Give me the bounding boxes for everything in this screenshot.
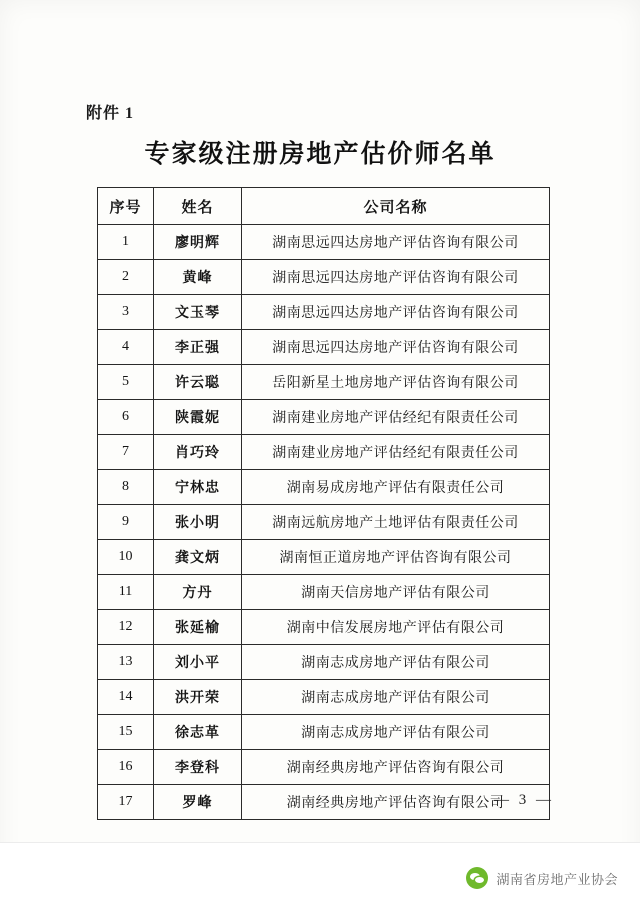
cell-company: 湖南思远四达房地产评估咨询有限公司: [242, 295, 550, 330]
table-row: [98, 610, 550, 645]
cell-no: 17: [98, 785, 154, 820]
roster-table: [97, 187, 550, 820]
cell-name: 刘小平: [154, 645, 242, 680]
cell-company: 湖南经典房地产评估咨询有限公司: [242, 785, 550, 820]
cell-no: 3: [98, 295, 154, 330]
cell-company: 湖南建业房地产评估经纪有限责任公司: [242, 400, 550, 435]
attachment-label: 附件 1: [86, 105, 135, 122]
cell-company: 湖南思远四达房地产评估咨询有限公司: [242, 225, 550, 260]
cell-no: 1: [98, 225, 154, 260]
cell-no: 9: [98, 505, 154, 540]
footer-band: [0, 842, 640, 905]
cell-no: 4: [98, 330, 154, 365]
cell-company: 湖南思远四达房地产评估咨询有限公司: [242, 330, 550, 365]
table-row: [98, 260, 550, 295]
cell-company: 湖南中信发展房地产评估有限公司: [242, 610, 550, 645]
cell-no: 6: [98, 400, 154, 435]
cell-company: 湖南易成房地产评估有限责任公司: [242, 470, 550, 505]
cell-company: 湖南恒正道房地产评估咨询有限公司: [242, 540, 550, 575]
page-title: 专家级注册房地产估价师名单: [144, 141, 496, 168]
cell-company: 湖南天信房地产评估有限公司: [242, 575, 550, 610]
column-header-no: 序号: [98, 188, 154, 225]
cell-name: 肖巧玲: [154, 435, 242, 470]
cell-no: 13: [98, 645, 154, 680]
cell-no: 14: [98, 680, 154, 715]
cell-no: 10: [98, 540, 154, 575]
cell-name: 宁林忠: [154, 470, 242, 505]
cell-company: 岳阳新星土地房地产评估咨询有限公司: [242, 365, 550, 400]
cell-company: 湖南远航房地产土地评估有限责任公司: [242, 505, 550, 540]
cell-no: 7: [98, 435, 154, 470]
table-row: [98, 295, 550, 330]
cell-company: 湖南志成房地产评估有限公司: [242, 680, 550, 715]
roster-table-wrapper: [97, 187, 549, 820]
table-row: [98, 470, 550, 505]
table-row: [98, 505, 550, 540]
cell-name: 方丹: [154, 575, 242, 610]
table-row: [98, 225, 550, 260]
cell-name: 陕霞妮: [154, 400, 242, 435]
table-row: [98, 785, 550, 820]
table-row: [98, 680, 550, 715]
cell-no: 5: [98, 365, 154, 400]
page-number: — 3 —: [494, 792, 554, 808]
column-header-name: 姓名: [154, 188, 242, 225]
cell-no: 16: [98, 750, 154, 785]
table-row: [98, 715, 550, 750]
cell-name: 文玉琴: [154, 295, 242, 330]
cell-company: 湖南志成房地产评估有限公司: [242, 715, 550, 750]
cell-name: 李正强: [154, 330, 242, 365]
cell-name: 张小明: [154, 505, 242, 540]
table-row: [98, 365, 550, 400]
wechat-icon: [466, 867, 488, 889]
table-row: [98, 750, 550, 785]
cell-name: 李登科: [154, 750, 242, 785]
table-row: [98, 540, 550, 575]
wechat-account-label: 湖南省房地产业协会: [496, 871, 618, 887]
cell-name: 黄峰: [154, 260, 242, 295]
table-row: [98, 435, 550, 470]
cell-no: 12: [98, 610, 154, 645]
column-header-company: 公司名称: [242, 188, 550, 225]
cell-name: 龚文炳: [154, 540, 242, 575]
cell-no: 15: [98, 715, 154, 750]
cell-no: 2: [98, 260, 154, 295]
table-row: [98, 330, 550, 365]
cell-no: 11: [98, 575, 154, 610]
cell-no: 8: [98, 470, 154, 505]
cell-name: 张延榆: [154, 610, 242, 645]
cell-name: 洪开荣: [154, 680, 242, 715]
cell-name: 廖明辉: [154, 225, 242, 260]
table-header-row: [98, 188, 550, 225]
cell-company: 湖南志成房地产评估有限公司: [242, 645, 550, 680]
cell-name: 徐志革: [154, 715, 242, 750]
cell-company: 湖南思远四达房地产评估咨询有限公司: [242, 260, 550, 295]
cell-company: 湖南经典房地产评估咨询有限公司: [242, 750, 550, 785]
table-row: [98, 575, 550, 610]
wechat-account-row[interactable]: [466, 867, 618, 889]
table-row: [98, 645, 550, 680]
table-row: [98, 400, 550, 435]
cell-name: 许云聪: [154, 365, 242, 400]
cell-company: 湖南建业房地产评估经纪有限责任公司: [242, 435, 550, 470]
cell-name: 罗峰: [154, 785, 242, 820]
